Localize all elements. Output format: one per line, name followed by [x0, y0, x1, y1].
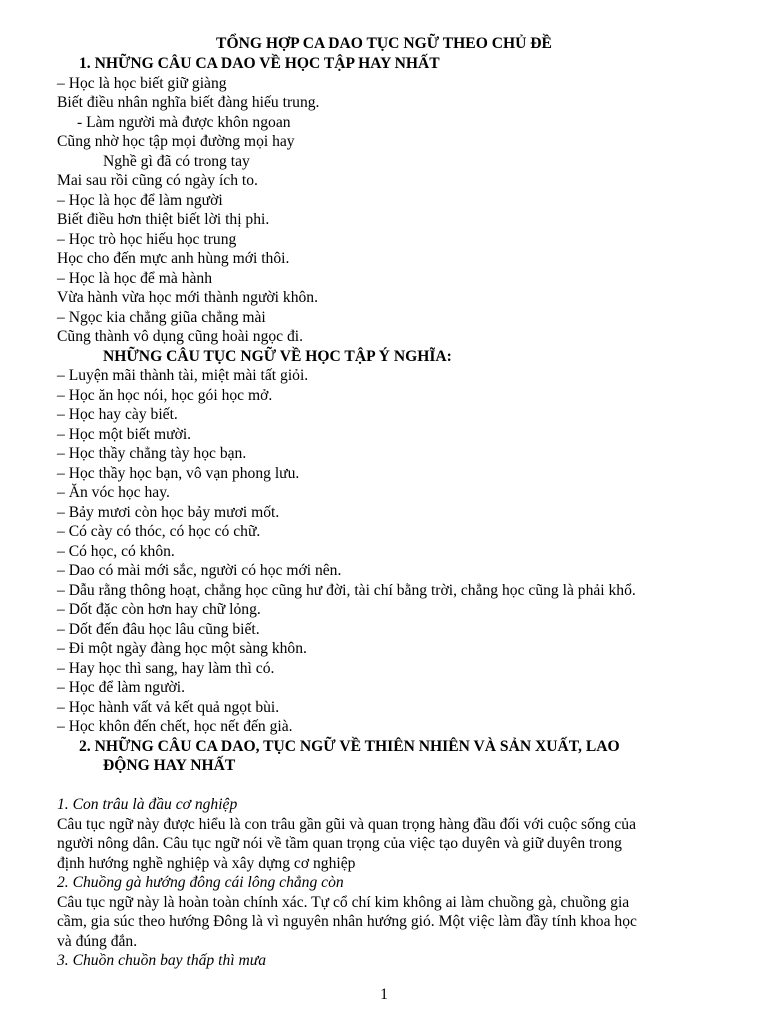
text-line: Câu tục ngữ này được hiểu là con trâu gần gũi và quan trọng hàng đầu đối với cuộc sống của: [57, 815, 637, 833]
text-line: – Dốt đến đâu học lâu cũng biết.: [57, 620, 260, 638]
text-line: – Dao có mài mới sắc, người có học mới nên.: [57, 562, 342, 579]
proverb-heading: 1. Con trâu là đầu cơ nghiệp: [57, 796, 238, 813]
text-line: – Có cày có thóc, có học có chữ.: [57, 523, 261, 540]
text-line: – Học hay cày biết.: [57, 406, 178, 423]
text-line: và đúng đắn.: [57, 932, 138, 950]
proverb-heading: 2. Chuồng gà hướng đông cái lông chẳng còn: [57, 874, 344, 891]
section-heading: ĐỘNG HAY NHẤT: [103, 757, 236, 774]
text-line: – Học trò học hiếu học trung: [57, 230, 237, 248]
text-line: – Học ăn học nói, học gói học mở.: [57, 386, 273, 404]
section-heading: NHỮNG CÂU TỤC NGỮ VỀ HỌC TẬP Ý NGHĨA:: [103, 347, 452, 365]
text-line: Mai sau rồi cũng có ngày ích to.: [57, 172, 258, 189]
text-line: Nghề gì đã có trong tay: [103, 152, 250, 170]
text-line: [57, 776, 728, 796]
section-heading: 1. NHỮNG CÂU CA DAO VỀ HỌC TẬP HAY NHẤT: [79, 55, 440, 72]
text-line: Vừa hành vừa học mới thành người khôn.: [57, 289, 318, 306]
text-line: người nông dân. Câu tục ngữ nói về tầm quan trọng của việc tạo duyên và giữ duyên trong: [57, 835, 622, 852]
text-line: – Dẫu rằng thông hoạt, chẳng học cũng hư đời, tài chí bằng trời, chẳng học cũng là phải khổ.: [57, 581, 636, 599]
page-number: 1: [380, 986, 388, 1003]
text-line: – Đi một ngày đàng học một sàng khôn.: [57, 640, 307, 657]
text-line: – Luyện mãi thành tài, miệt mài tất giỏi.: [57, 367, 309, 384]
section-heading: 2. NHỮNG CÂU CA DAO, TỤC NGỮ VỀ THIÊN NHIÊN VÀ SẢN XUẤT, LAO: [79, 737, 620, 755]
text-line: Cũng thành vô dụng cũng hoài ngọc đi.: [57, 328, 304, 345]
text-line: cầm, gia súc theo hướng Đông là vì nguyên nhân hướng gió. Một việc làm đầy tính khoa học: [57, 913, 637, 930]
text-line: – Học là học biết giữ giàng: [57, 74, 227, 92]
text-line: – Học để làm người.: [57, 679, 185, 696]
text-line: – Có học, có khôn.: [57, 542, 175, 560]
document-title: TỔNG HỢP CA DAO TỤC NGỮ THEO CHỦ ĐỀ: [216, 35, 552, 52]
text-line: Học cho đến mực anh hùng mới thôi.: [57, 250, 290, 267]
text-line: – Học một biết mười.: [57, 425, 192, 443]
text-line: – Ăn vóc học hay.: [57, 484, 170, 501]
text-line: – Học là học để mà hành: [57, 269, 213, 287]
text-line: định hướng nghề nghiệp và xây dựng cơ nghiệp: [57, 854, 356, 872]
text-line: – Dốt đặc còn hơn hay chữ lỏng.: [57, 601, 261, 618]
text-line: – Học là học để làm người: [57, 191, 223, 209]
text-line: – Học thầy học bạn, vô vạn phong lưu.: [57, 464, 300, 482]
text-line: – Học hành vất vả kết quả ngọt bùi.: [57, 698, 280, 716]
proverb-heading: 3. Chuồn chuồn bay thấp thì mưa: [57, 952, 267, 969]
text-line: – Ngọc kia chẳng giũa chẳng mài: [57, 308, 266, 326]
text-line: Biết điều hơn thiệt biết lời thị phi.: [57, 211, 270, 228]
text-line: – Học khôn đến chết, học nết đến già.: [57, 718, 293, 735]
text-line: Câu tục ngữ này là hoàn toàn chính xác. Tự cổ chí kim không ai làm chuồng gà, chuồng gia: [57, 893, 630, 911]
text-line: Biết điều nhân nghĩa biết đàng hiếu trung.: [57, 94, 320, 111]
text-line: Cũng nhờ học tập mọi đường mọi hay: [57, 133, 295, 150]
text-line: – Học thầy chẳng tày học bạn.: [57, 445, 247, 462]
text-line: - Làm người mà được khôn ngoan: [77, 113, 291, 131]
text-line: – Hay học thì sang, hay làm thì có.: [57, 659, 275, 677]
text-line: – Bảy mươi còn học bảy mươi mốt.: [57, 503, 280, 521]
